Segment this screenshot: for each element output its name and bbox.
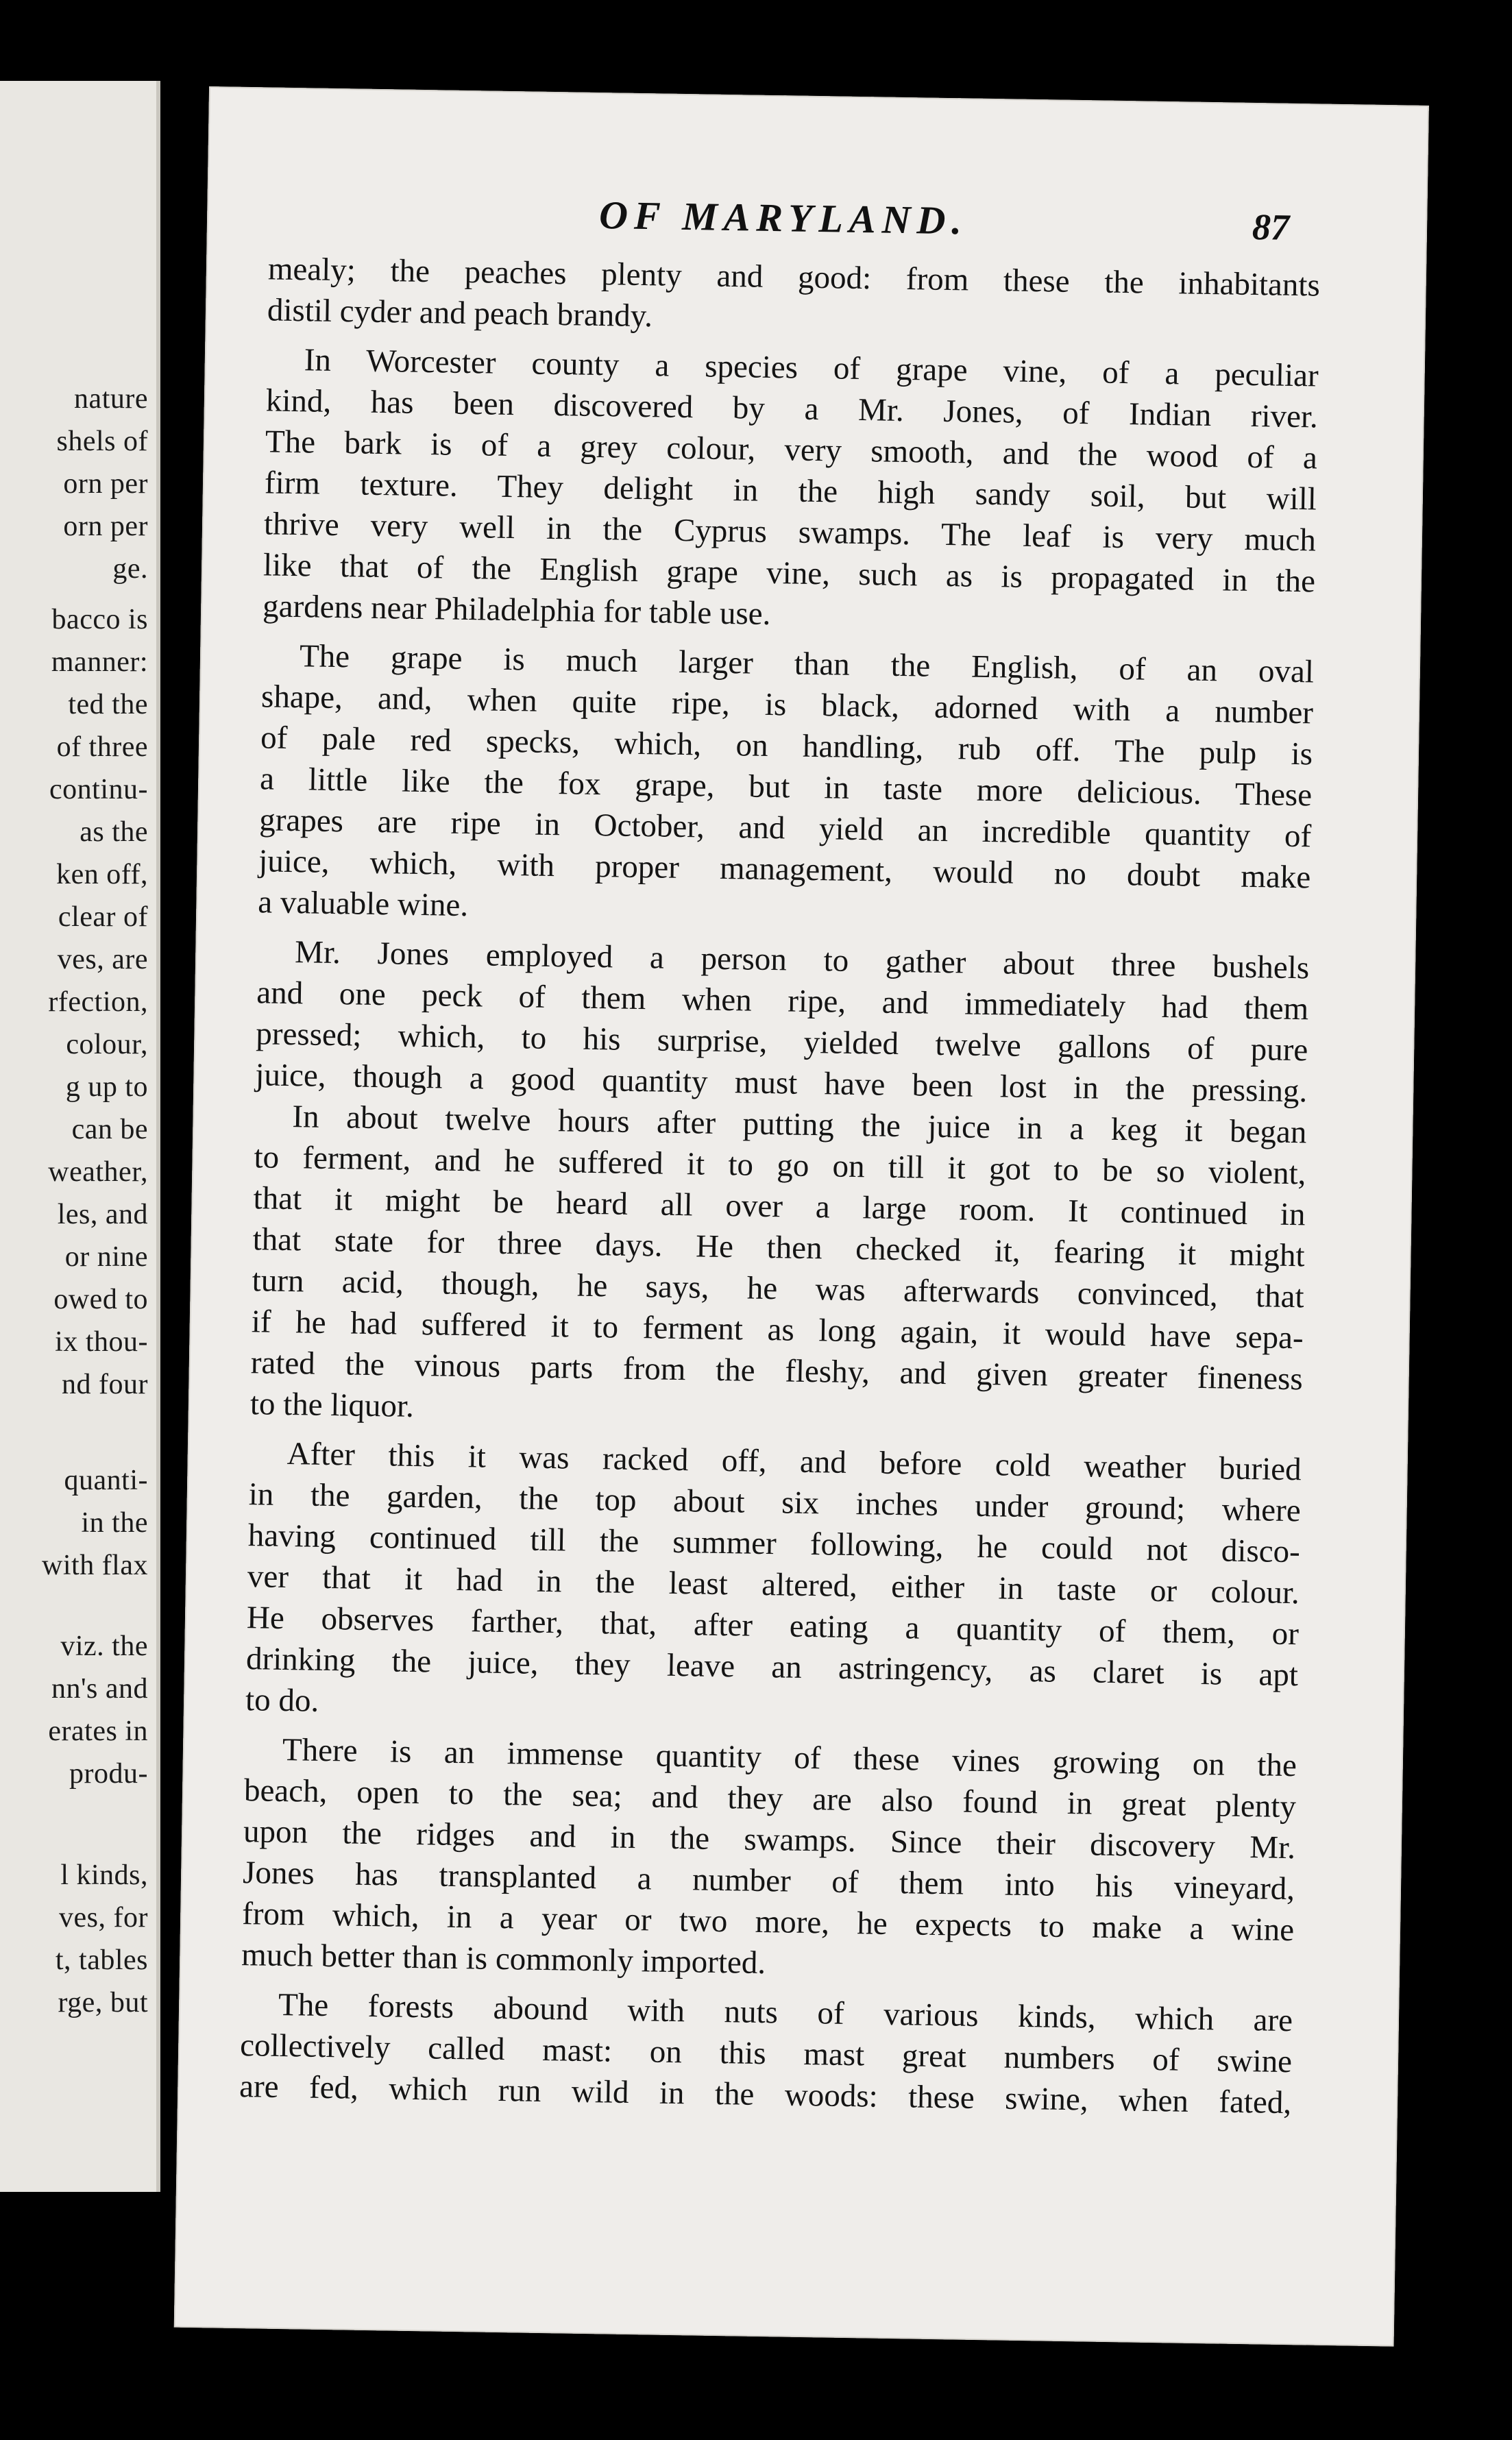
left-page-line: clear of: [58, 901, 148, 933]
text-line: juice, which, with proper management, would no doubt make: [258, 843, 1311, 896]
text-line: The forests abound with nuts of various kinds, which are: [278, 1986, 1293, 2039]
left-page-line: ves, for: [59, 1902, 148, 1933]
left-page-line: colour,: [66, 1029, 148, 1060]
text-line: juice, though a good quantity must have been lost in the pressing.: [255, 1057, 1308, 1110]
text-line: that it might be heard all over a large room. It continued in: [253, 1180, 1306, 1233]
text-line: of pale red specks, which, on handling, rub off. The pulp is: [260, 720, 1313, 772]
text-line: He observes farther, that, after eating a quantity of them, or: [246, 1600, 1300, 1652]
left-page-line: orn per: [63, 468, 148, 500]
previous-page-fragment: [0, 81, 160, 2192]
text-line: In Worcester county a species of grape vine, of a peculiar: [304, 342, 1319, 394]
left-page-line: weather,: [48, 1156, 148, 1188]
text-line: drinking the juice, they leave an astringency, as claret is apt: [245, 1641, 1299, 1694]
text-line: much better than is commonly imported.: [241, 1937, 766, 1981]
text-line: shape, and, when quite ripe, is black, adorned with a number: [260, 679, 1314, 731]
left-page-line: rfection,: [48, 986, 148, 1018]
text-line: turn acid, though, he says, he was afterwards convinced, that: [252, 1262, 1304, 1315]
left-page-line: l kinds,: [60, 1859, 148, 1891]
text-line: from which, in a year or two more, he expects to make a wine: [241, 1896, 1295, 1949]
left-page-line: nd four: [62, 1369, 148, 1400]
text-line: a valuable wine.: [258, 884, 469, 924]
text-line: The grape is much larger than the English, of an oval: [299, 638, 1315, 690]
text-line: firm texture. They delight in the high sandy soil, but will: [264, 465, 1317, 517]
text-line: and one peck of them when ripe, and immediately had them: [256, 975, 1309, 1027]
left-page-line: ted the: [68, 689, 148, 720]
left-page-line: manner:: [51, 646, 148, 678]
text-line: After this it was racked off, and before cold weather buried: [286, 1436, 1302, 1488]
text-line: There is an immense quantity of these vines growing on the: [282, 1732, 1297, 1784]
left-page-line: continu-: [49, 774, 148, 805]
text-line: gardens near Philadelphia for table use.: [262, 588, 771, 632]
left-page-line: t, tables: [55, 1944, 148, 1976]
left-page-line: ge.: [112, 553, 148, 585]
left-page-line: shels of: [56, 426, 148, 457]
left-page-line: erates in: [48, 1716, 148, 1747]
left-page-line: bacco is: [51, 604, 148, 635]
left-page-line: orn per: [63, 511, 148, 542]
text-line: are fed, which run wild in the woods: these swine, when fated,: [239, 2069, 1292, 2121]
left-page-line: ix thou-: [55, 1326, 148, 1358]
left-page-line: as the: [80, 816, 148, 848]
text-line: to the liquor.: [249, 1386, 415, 1424]
left-page-line: ves, are: [57, 944, 148, 975]
text-line: Mr. Jones employed a person to gather about three bushels: [294, 934, 1310, 986]
left-page-line: ken off,: [56, 859, 148, 890]
left-page-line: owed to: [53, 1284, 148, 1315]
left-page-line: of three: [56, 731, 148, 763]
running-title: OF MARYLAND.: [598, 192, 968, 243]
text-line: to do.: [245, 1682, 319, 1719]
text-line: In about twelve hours after putting the juice in a keg it began: [292, 1099, 1307, 1151]
left-page-line: rge, but: [58, 1987, 148, 2018]
left-page-line: viz. the: [60, 1631, 148, 1662]
text-line: having continued till the summer following, he could not disco-: [247, 1517, 1301, 1570]
text-line: a little like the fox grape, but in taste more delicious. These: [259, 761, 1313, 814]
text-line: to ferment, and he suffered it to go on till it got to be so violent,: [254, 1139, 1306, 1192]
page-number: 87: [1252, 206, 1290, 248]
text-line: in the garden, the top about six inches under ground; where: [248, 1476, 1302, 1529]
text-line: collectively called mast: on this mast great numbers of swine: [239, 2027, 1293, 2080]
left-page-line: or nine: [64, 1241, 148, 1273]
text-line: distil cyder and peach brandy.: [267, 292, 653, 334]
left-page-line: quanti-: [64, 1465, 148, 1496]
text-line: rated the vinous parts from the fleshy, and given greater fineness: [250, 1345, 1304, 1398]
text-line: The bark is of a grey colour, very smooth, and the wood of a: [265, 424, 1318, 476]
left-page-line: can be: [71, 1114, 148, 1145]
text-line: if he had suffered it to ferment as long again, it would have sepa-: [251, 1304, 1304, 1356]
text-line: grapes are ripe in October, and yield an incredible quantity of: [258, 802, 1312, 855]
text-line: upon the ridges and in the swamps. Since their discovery Mr.: [243, 1814, 1296, 1866]
text-line: that state for three days. He then checked it, fearing it might: [252, 1221, 1305, 1274]
left-page-line: with flax: [42, 1550, 148, 1581]
text-line: kind, has been discovered by a Mr. Jones, of Indian river.: [265, 382, 1319, 435]
left-page-line: nn's and: [51, 1673, 148, 1705]
left-page-line: nature: [74, 383, 148, 415]
text-line: ver that it had in the least altered, either in taste or colour.: [247, 1559, 1300, 1611]
left-page-line: produ-: [69, 1758, 148, 1790]
text-line: mealy; the peaches plenty and good: from these the inhabitants: [267, 251, 1321, 304]
text-line: beach, open to the sea; and they are also found in great plenty: [243, 1772, 1297, 1825]
left-page-line: in the: [81, 1507, 148, 1539]
text-line: Jones has transplanted a number of them into his vineyard,: [242, 1855, 1295, 1907]
left-page-line: g up to: [65, 1071, 148, 1103]
left-page-line: les, and: [57, 1199, 148, 1230]
text-line: thrive very well in the Cyprus swamps. The leaf is very much: [263, 506, 1317, 559]
text-line: pressed; which, to his surprise, yielded twelve gallons of pure: [255, 1016, 1308, 1069]
book-page: [174, 86, 1429, 2347]
text-line: like that of the English grape vine, such as is propagated in the: [263, 547, 1316, 600]
